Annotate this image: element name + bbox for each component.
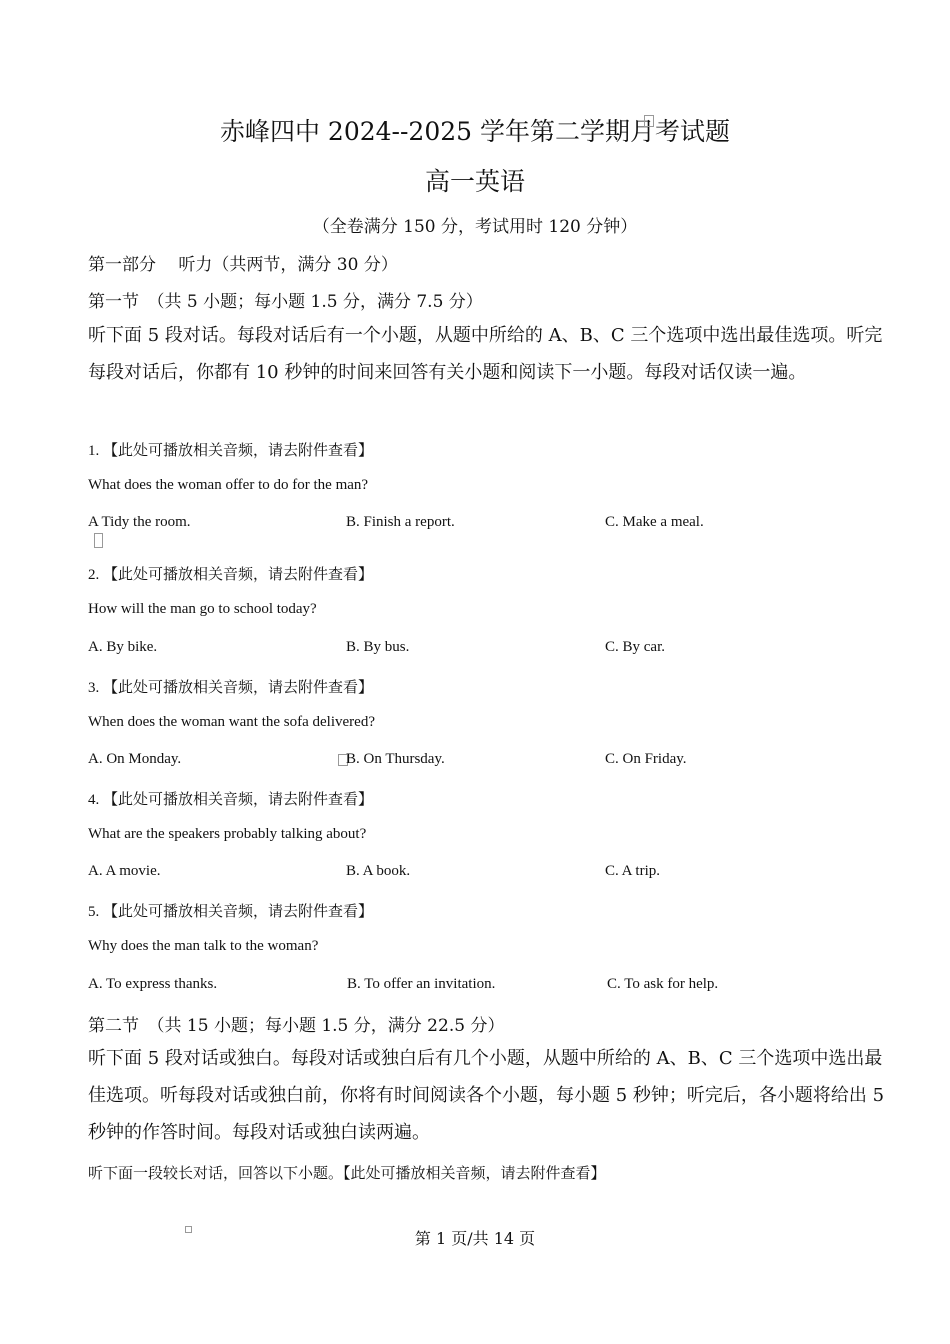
question-4-option-c: C. A trip. [605,863,661,879]
question-5-audio[interactable]: 5. 【此处可播放相关音频，请去附件查看】 [88,904,374,920]
subject-title: 高一英语 [424,167,525,196]
exam-title: 赤峰四中 2024--2025 学年第二学期月考试题 [219,117,731,146]
section2-instructions: 听下面 5 段对话或独白。每段对话或独白后有几个小题，从题中所给的 A、B、C 三个选项中选出最佳选项。听每段对话或独白前，你将有时间阅读各个小题，每小题 5 秒钟；听完后，各小题将给出 5 秒钟的作答时间。每段对话或独白读两遍。 [88,1048,885,1143]
question-1-option-a: A Tidy the room. [88,514,191,530]
question-1-option-b: B. Finish a report. [346,514,455,530]
question-3-option-b: B. On Thursday. [346,751,445,767]
question-2-text: How will the man go to school today? [88,601,317,617]
question-3-audio[interactable]: 3. 【此处可播放相关音频，请去附件查看】 [88,680,374,696]
exam-meta: （全卷满分 150 分，考试用时 120 分钟） [312,217,638,237]
placeholder-mark-icon [94,533,103,548]
section2-heading: 第二节 （共 15 小题；每小题 1.5 分，满分 22.5 分） [88,1016,505,1036]
question-3-option-c: C. On Friday. [605,751,687,767]
question-1-option-c: C. Make a meal. [605,514,704,530]
part1-heading: 第一部分 听力（共两节，满分 30 分） [88,255,398,275]
section2-lead-audio[interactable]: 听下面一段较长对话，回答以下小题。【此处可播放相关音频，请去附件查看】 [88,1166,606,1182]
question-2-audio[interactable]: 2. 【此处可播放相关音频，请去附件查看】 [88,567,374,583]
question-1-text: What does the woman offer to do for the man? [88,477,369,493]
question-4-option-b: B. A book. [346,863,411,879]
section1-heading: 第一节 （共 5 小题；每小题 1.5 分，满分 7.5 分） [88,292,483,312]
placeholder-mark-icon [644,115,654,127]
question-1-audio[interactable]: 1. 【此处可播放相关音频，请去附件查看】 [88,443,374,459]
question-5-option-c: C. To ask for help. [607,976,719,992]
question-2-option-c: C. By car. [605,639,665,655]
question-5-option-a: A. To express thanks. [88,976,218,992]
question-2-option-a: A. By bike. [88,639,158,655]
page-footer: 第 1 页/共 14 页 [414,1229,536,1248]
question-3-option-a: A. On Monday. [88,751,182,767]
question-5-option-b: B. To offer an invitation. [347,976,496,992]
question-4-text: What are the speakers probably talking about? [88,826,367,842]
question-4-audio[interactable]: 4. 【此处可播放相关音频，请去附件查看】 [88,792,374,808]
question-5-text: Why does the man talk to the woman? [88,938,319,954]
question-3-text: When does the woman want the sofa delivered? [88,714,375,730]
question-2-option-b: B. By bus. [346,639,410,655]
section1-instructions: 听下面 5 段对话。每段对话后有一个小题，从题中所给的 A、B、C 三个选项中选出最佳选项。听完每段对话后，你都有 10 秒钟的时间来回答有关小题和阅读下一小题。每段对话仅读一遍。 [88,325,883,383]
question-4-option-a: A. A movie. [88,863,161,879]
